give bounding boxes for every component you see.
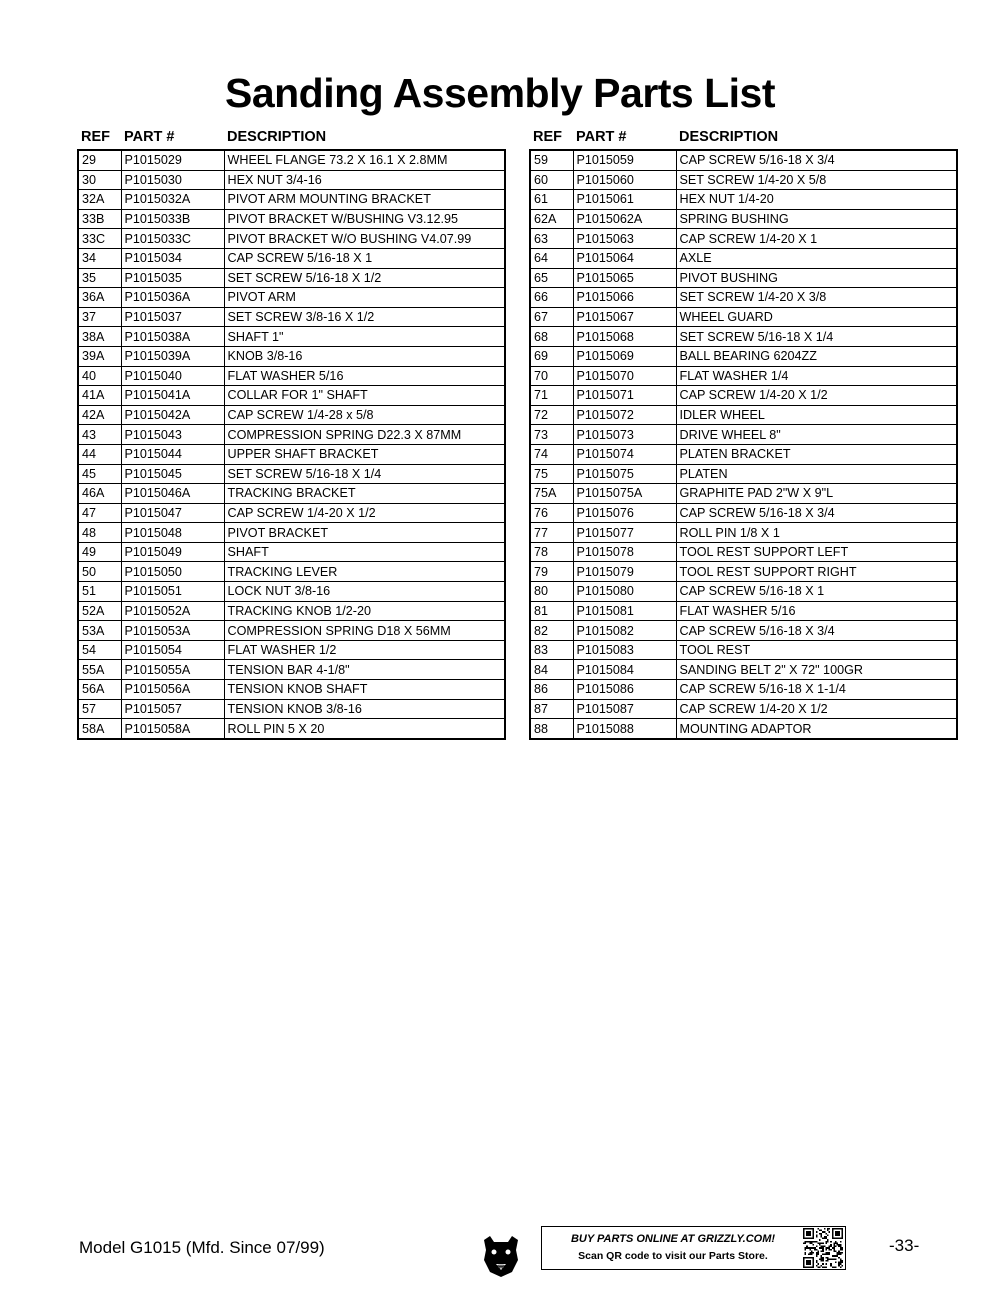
description-cell: PIVOT BRACKET (224, 523, 505, 543)
table-row (530, 425, 957, 445)
table-header (529, 128, 958, 149)
ref-cell: 29 (78, 150, 121, 170)
table-row (530, 464, 957, 484)
table-row (78, 327, 505, 347)
part-number-cell: P1015032A (121, 190, 224, 210)
description-cell: HEX NUT 3/4-16 (224, 170, 505, 190)
ref-cell: 56A (78, 680, 121, 700)
table-row (78, 601, 505, 621)
ref-cell: 30 (78, 170, 121, 190)
description-cell: TOOL REST (676, 640, 957, 660)
part-number-cell: P1015064 (573, 248, 676, 268)
qr-code-icon[interactable] (803, 1228, 843, 1268)
part-number-cell: P1015056A (121, 680, 224, 700)
part-number-cell: P1015038A (121, 327, 224, 347)
part-number-cell: P1015082 (573, 621, 676, 641)
ref-cell: 44 (78, 444, 121, 464)
ref-cell: 52A (78, 601, 121, 621)
ref-cell: 47 (78, 503, 121, 523)
part-number-cell: P1015036A (121, 288, 224, 308)
ref-cell: 33B (78, 209, 121, 229)
description-cell: IDLER WHEEL (676, 405, 957, 425)
part-number-cell: P1015075A (573, 484, 676, 504)
table-row (530, 542, 957, 562)
description-cell: CAP SCREW 1/4-20 X 1/2 (676, 386, 957, 406)
ref-cell: 49 (78, 542, 121, 562)
part-number-cell: P1015074 (573, 444, 676, 464)
part-number-cell: P1015072 (573, 405, 676, 425)
part-number-cell: P1015073 (573, 425, 676, 445)
table-row (78, 660, 505, 680)
ref-cell: 62A (530, 209, 573, 229)
table-row (530, 680, 957, 700)
table-row (530, 523, 957, 543)
part-number-cell: P1015081 (573, 601, 676, 621)
table-row (78, 444, 505, 464)
ref-cell: 73 (530, 425, 573, 445)
part-number-cell: P1015033C (121, 229, 224, 249)
part-number-cell: P1015029 (121, 150, 224, 170)
table-row (530, 248, 957, 268)
ref-cell: 69 (530, 346, 573, 366)
description-cell: TENSION KNOB 3/8-16 (224, 699, 505, 719)
ref-cell: 72 (530, 405, 573, 425)
ref-cell: 66 (530, 288, 573, 308)
part-number-cell: P1015057 (121, 699, 224, 719)
table-row (78, 209, 505, 229)
ref-cell: 78 (530, 542, 573, 562)
table-row (78, 640, 505, 660)
description-cell: BALL BEARING 6204ZZ (676, 346, 957, 366)
description-cell: CAP SCREW 1/4-20 X 1/2 (676, 699, 957, 719)
description-cell: PIVOT BRACKET W/BUSHING V3.12.95 (224, 209, 505, 229)
table-row (78, 170, 505, 190)
description-cell: SHAFT 1" (224, 327, 505, 347)
part-number-cell: P1015067 (573, 307, 676, 327)
ref-cell: 76 (530, 503, 573, 523)
table-row (78, 150, 505, 170)
table-row (78, 386, 505, 406)
table-row (530, 503, 957, 523)
ref-cell: 41A (78, 386, 121, 406)
table-row (78, 248, 505, 268)
ref-cell: 50 (78, 562, 121, 582)
part-number-cell: P1015078 (573, 542, 676, 562)
table-row (78, 268, 505, 288)
part-number-cell: P1015069 (573, 346, 676, 366)
part-number-cell: P1015068 (573, 327, 676, 347)
ref-cell: 37 (78, 307, 121, 327)
table-row (530, 484, 957, 504)
description-cell: FLAT WASHER 1/2 (224, 640, 505, 660)
table-row (530, 268, 957, 288)
ref-cell: 61 (530, 190, 573, 210)
part-number-cell: P1015083 (573, 640, 676, 660)
table-row (78, 523, 505, 543)
ref-cell: 43 (78, 425, 121, 445)
header-ref: REF (81, 129, 110, 145)
ref-cell: 39A (78, 346, 121, 366)
part-number-cell: P1015051 (121, 582, 224, 602)
ref-cell: 40 (78, 366, 121, 386)
table-row (530, 209, 957, 229)
description-cell: CAP SCREW 1/4-20 X 1 (676, 229, 957, 249)
ref-cell: 82 (530, 621, 573, 641)
ref-cell: 51 (78, 582, 121, 602)
description-cell: AXLE (676, 248, 957, 268)
part-number-cell: P1015071 (573, 386, 676, 406)
ref-cell: 71 (530, 386, 573, 406)
ref-cell: 75A (530, 484, 573, 504)
parts-table-right-column (529, 128, 958, 740)
description-cell: TOOL REST SUPPORT RIGHT (676, 562, 957, 582)
part-number-cell: P1015041A (121, 386, 224, 406)
table-row (530, 229, 957, 249)
description-cell: CAP SCREW 5/16-18 X 1-1/4 (676, 680, 957, 700)
table-row (530, 190, 957, 210)
table-row (530, 386, 957, 406)
header-description: DESCRIPTION (227, 129, 327, 145)
ref-cell: 54 (78, 640, 121, 660)
ref-cell: 33C (78, 229, 121, 249)
parts-table-left (77, 149, 506, 740)
ref-cell: 75 (530, 464, 573, 484)
part-number-cell: P1015066 (573, 288, 676, 308)
description-cell: SET SCREW 5/16-18 X 1/2 (224, 268, 505, 288)
part-number-cell: P1015053A (121, 621, 224, 641)
description-cell: UPPER SHAFT BRACKET (224, 444, 505, 464)
promo-headline: BUY PARTS ONLINE AT GRIZZLY.COM! (570, 1233, 776, 1245)
part-number-cell: P1015087 (573, 699, 676, 719)
table-row (530, 582, 957, 602)
description-cell: PIVOT BRACKET W/O BUSHING V4.07.99 (224, 229, 505, 249)
ref-cell: 32A (78, 190, 121, 210)
ref-cell: 34 (78, 248, 121, 268)
description-cell: GRAPHITE PAD 2"W X 9"L (676, 484, 957, 504)
description-cell: WHEEL FLANGE 73.2 X 16.1 X 2.8MM (224, 150, 505, 170)
table-row (78, 190, 505, 210)
table-row (530, 660, 957, 680)
table-row (530, 640, 957, 660)
parts-store-promo[interactable] (541, 1226, 846, 1270)
ref-cell: 84 (530, 660, 573, 680)
part-number-cell: P1015077 (573, 523, 676, 543)
part-number-cell: P1015062A (573, 209, 676, 229)
ref-cell: 77 (530, 523, 573, 543)
table-row (78, 346, 505, 366)
part-number-cell: P1015084 (573, 660, 676, 680)
ref-cell: 74 (530, 444, 573, 464)
table-row (530, 405, 957, 425)
table-row (78, 288, 505, 308)
header-description: DESCRIPTION (679, 129, 779, 145)
description-cell: CAP SCREW 5/16-18 X 1 (676, 582, 957, 602)
description-cell: SET SCREW 5/16-18 X 1/4 (224, 464, 505, 484)
description-cell: PLATEN (676, 464, 957, 484)
description-cell: PIVOT ARM MOUNTING BRACKET (224, 190, 505, 210)
description-cell: FLAT WASHER 5/16 (224, 366, 505, 386)
ref-cell: 68 (530, 327, 573, 347)
description-cell: LOCK NUT 3/8-16 (224, 582, 505, 602)
header-part-number: PART # (124, 129, 175, 145)
part-number-cell: P1015044 (121, 444, 224, 464)
description-cell: TRACKING LEVER (224, 562, 505, 582)
part-number-cell: P1015076 (573, 503, 676, 523)
description-cell: SHAFT (224, 542, 505, 562)
ref-cell: 57 (78, 699, 121, 719)
description-cell: ROLL PIN 5 X 20 (224, 719, 505, 739)
description-cell: FLAT WASHER 5/16 (676, 601, 957, 621)
ref-cell: 59 (530, 150, 573, 170)
ref-cell: 58A (78, 719, 121, 739)
grizzly-bear-logo-icon (480, 1234, 522, 1278)
description-cell: DRIVE WHEEL 8" (676, 425, 957, 445)
description-cell: KNOB 3/8-16 (224, 346, 505, 366)
part-number-cell: P1015046A (121, 484, 224, 504)
description-cell: COMPRESSION SPRING D22.3 X 87MM (224, 425, 505, 445)
table-row (530, 150, 957, 170)
description-cell: SET SCREW 5/16-18 X 1/4 (676, 327, 957, 347)
part-number-cell: P1015065 (573, 268, 676, 288)
table-row (78, 405, 505, 425)
table-header (77, 128, 506, 149)
table-row (530, 346, 957, 366)
description-cell: CAP SCREW 1/4-28 x 5/8 (224, 405, 505, 425)
part-number-cell: P1015047 (121, 503, 224, 523)
description-cell: COMPRESSION SPRING D18 X 56MM (224, 621, 505, 641)
part-number-cell: P1015033B (121, 209, 224, 229)
ref-cell: 35 (78, 268, 121, 288)
table-row (78, 464, 505, 484)
part-number-cell: P1015054 (121, 640, 224, 660)
description-cell: ROLL PIN 1/8 X 1 (676, 523, 957, 543)
ref-cell: 64 (530, 248, 573, 268)
part-number-cell: P1015045 (121, 464, 224, 484)
table-row (78, 425, 505, 445)
table-row (78, 582, 505, 602)
table-row (78, 562, 505, 582)
ref-cell: 80 (530, 582, 573, 602)
table-row (530, 699, 957, 719)
description-cell: TRACKING BRACKET (224, 484, 505, 504)
page-title: Sanding Assembly Parts List (224, 70, 776, 116)
description-cell: PLATEN BRACKET (676, 444, 957, 464)
ref-cell: 79 (530, 562, 573, 582)
part-number-cell: P1015042A (121, 405, 224, 425)
table-row (530, 366, 957, 386)
ref-cell: 86 (530, 680, 573, 700)
description-cell: PIVOT BUSHING (676, 268, 957, 288)
table-row (78, 484, 505, 504)
part-number-cell: P1015049 (121, 542, 224, 562)
table-row (78, 699, 505, 719)
ref-cell: 63 (530, 229, 573, 249)
part-number-cell: P1015043 (121, 425, 224, 445)
part-number-cell: P1015034 (121, 248, 224, 268)
footer-model: Model G1015 (Mfd. Since 07/99) (79, 1238, 325, 1257)
table-row (78, 503, 505, 523)
description-cell: CAP SCREW 5/16-18 X 3/4 (676, 150, 957, 170)
description-cell: CAP SCREW 5/16-18 X 3/4 (676, 621, 957, 641)
part-number-cell: P1015079 (573, 562, 676, 582)
ref-cell: 48 (78, 523, 121, 543)
part-number-cell: P1015061 (573, 190, 676, 210)
table-row (78, 621, 505, 641)
description-cell: CAP SCREW 5/16-18 X 1 (224, 248, 505, 268)
description-cell: TENSION KNOB SHAFT (224, 680, 505, 700)
ref-cell: 65 (530, 268, 573, 288)
part-number-cell: P1015086 (573, 680, 676, 700)
promo-subline: Scan QR code to visit our Parts Store. (578, 1250, 768, 1262)
part-number-cell: P1015063 (573, 229, 676, 249)
part-number-cell: P1015039A (121, 346, 224, 366)
description-cell: MOUNTING ADAPTOR (676, 719, 957, 739)
table-row (530, 170, 957, 190)
table-row (530, 601, 957, 621)
ref-cell: 55A (78, 660, 121, 680)
header-part-number: PART # (576, 129, 627, 145)
part-number-cell: P1015070 (573, 366, 676, 386)
description-cell: FLAT WASHER 1/4 (676, 366, 957, 386)
part-number-cell: P1015050 (121, 562, 224, 582)
ref-cell: 45 (78, 464, 121, 484)
table-row (78, 307, 505, 327)
table-row (78, 542, 505, 562)
ref-cell: 87 (530, 699, 573, 719)
part-number-cell: P1015088 (573, 719, 676, 739)
description-cell: TRACKING KNOB 1/2-20 (224, 601, 505, 621)
description-cell: PIVOT ARM (224, 288, 505, 308)
part-number-cell: P1015037 (121, 307, 224, 327)
part-number-cell: P1015052A (121, 601, 224, 621)
description-cell: SET SCREW 1/4-20 X 5/8 (676, 170, 957, 190)
description-cell: SET SCREW 3/8-16 X 1/2 (224, 307, 505, 327)
table-row (78, 366, 505, 386)
part-number-cell: P1015075 (573, 464, 676, 484)
part-number-cell: P1015060 (573, 170, 676, 190)
description-cell: HEX NUT 1/4-20 (676, 190, 957, 210)
table-row (78, 719, 505, 739)
table-row (78, 229, 505, 249)
ref-cell: 67 (530, 307, 573, 327)
description-cell: TOOL REST SUPPORT LEFT (676, 542, 957, 562)
table-row (530, 719, 957, 739)
ref-cell: 88 (530, 719, 573, 739)
table-row (530, 621, 957, 641)
header-ref: REF (533, 129, 562, 145)
part-number-cell: P1015030 (121, 170, 224, 190)
table-row (530, 444, 957, 464)
page-number: -33- (889, 1236, 920, 1255)
part-number-cell: P1015080 (573, 582, 676, 602)
part-number-cell: P1015040 (121, 366, 224, 386)
ref-cell: 46A (78, 484, 121, 504)
ref-cell: 83 (530, 640, 573, 660)
ref-cell: 42A (78, 405, 121, 425)
description-cell: COLLAR FOR 1" SHAFT (224, 386, 505, 406)
part-number-cell: P1015059 (573, 150, 676, 170)
ref-cell: 60 (530, 170, 573, 190)
ref-cell: 81 (530, 601, 573, 621)
description-cell: CAP SCREW 1/4-20 X 1/2 (224, 503, 505, 523)
table-row (530, 288, 957, 308)
ref-cell: 36A (78, 288, 121, 308)
parts-table-right (529, 149, 958, 740)
ref-cell: 53A (78, 621, 121, 641)
parts-table-left-column (77, 128, 506, 740)
description-cell: SET SCREW 1/4-20 X 3/8 (676, 288, 957, 308)
part-number-cell: P1015058A (121, 719, 224, 739)
description-cell: SPRING BUSHING (676, 209, 957, 229)
table-row (530, 327, 957, 347)
table-row (530, 307, 957, 327)
ref-cell: 38A (78, 327, 121, 347)
part-number-cell: P1015048 (121, 523, 224, 543)
description-cell: TENSION BAR 4-1/8" (224, 660, 505, 680)
table-row (530, 562, 957, 582)
part-number-cell: P1015055A (121, 660, 224, 680)
description-cell: SANDING BELT 2" X 72" 100GR (676, 660, 957, 680)
table-row (78, 680, 505, 700)
description-cell: CAP SCREW 5/16-18 X 3/4 (676, 503, 957, 523)
part-number-cell: P1015035 (121, 268, 224, 288)
ref-cell: 70 (530, 366, 573, 386)
description-cell: WHEEL GUARD (676, 307, 957, 327)
